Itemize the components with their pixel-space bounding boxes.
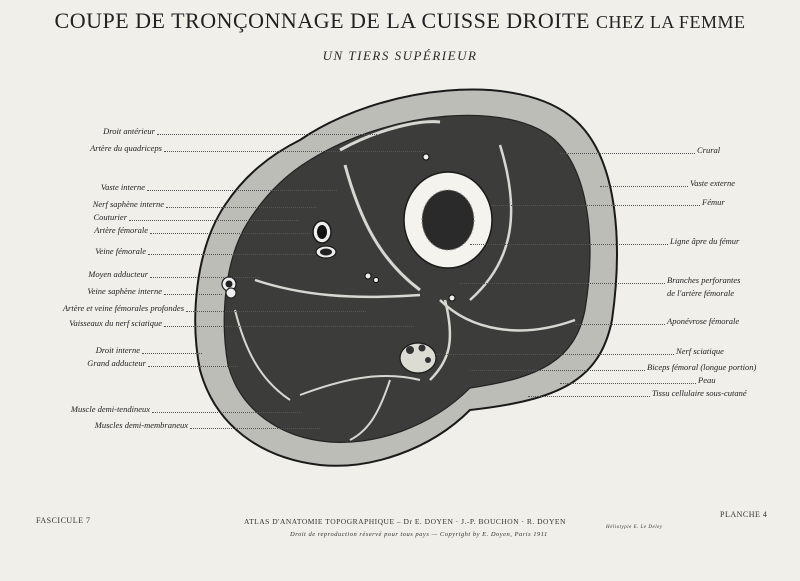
leader-vaisseaux-nerf-sciatique [164, 326, 414, 327]
leader-moyen-adducteur [150, 277, 260, 278]
leader-nerf-sciatique [436, 354, 674, 355]
leader-femur [492, 205, 700, 206]
label-muscle-demi-tendineux: Muscle demi-tendineux [70, 404, 150, 414]
leader-ligne-apre [470, 244, 668, 245]
label-moyen-adducteur: Moyen adducteur [88, 269, 148, 279]
label-tissu-cellulaire-sous-cutane: Tissu cellulaire sous-cutané [652, 388, 747, 398]
label-aponevrose-femorale: Aponévrose fémorale [667, 316, 740, 326]
label-peau: Peau [698, 375, 716, 385]
label-artere-veine-femorales-profondes: Artère et veine fémorales profondes [62, 303, 184, 313]
label-droit-anterieur: Droit antérieur [103, 126, 155, 136]
leader-muscle-demi-tendineux [152, 412, 302, 413]
label-nerf-saphene-interne: Nerf saphène interne [92, 199, 164, 209]
label-biceps-femoral: Biceps fémoral (longue portion) [647, 362, 757, 372]
leader-artere-femorale [150, 233, 310, 234]
leader-branches-perforantes [460, 283, 665, 284]
label-couturier: Couturier [93, 212, 127, 222]
label-muscles-demi-membraneux: Muscles demi-membraneux [94, 420, 188, 430]
label-grand-adducteur: Grand adducteur [87, 358, 146, 368]
label-nerf-sciatique: Nerf sciatique [676, 346, 724, 356]
footer-atlas: ATLAS D'ANATOMIE TOPOGRAPHIQUE – Dr E. DOYEN · J.-P. BOUCHON · R. DOYEN [244, 517, 566, 526]
title-sub: CHEZ LA FEMME [595, 12, 746, 32]
leader-artere-quadriceps [164, 151, 424, 152]
label-vaisseaux-nerf-sciatique: Vaisseaux du nerf sciatique [69, 318, 162, 328]
leader-biceps-femoral [470, 370, 645, 371]
label-veine-saphene-interne: Veine saphène interne [87, 286, 162, 296]
leader-couturier [129, 220, 299, 221]
leader-vaste-externe [600, 186, 688, 187]
leader-vaste-interne [147, 190, 337, 191]
leader-crural [560, 153, 695, 154]
plate-subtitle: UN TIERS SUPÉRIEUR [322, 48, 478, 63]
label-vaste-externe: Vaste externe [690, 178, 736, 188]
leader-grand-adducteur [148, 366, 238, 367]
label-vaste-interne: Vaste interne [100, 182, 145, 192]
footer-printer: Héliotypie E. Le Deley [606, 525, 663, 530]
label-droit-interne: Droit interne [95, 345, 140, 355]
label-de-l-artere-femorale: de l'artère fémorale [667, 288, 735, 298]
label-femur: Fémur [702, 197, 725, 207]
title-main: COUPE DE TRONÇONNAGE DE LA CUISSE DROITE [54, 8, 590, 33]
label-ligne-apre-du-femur: Ligne âpre du fémur [670, 236, 740, 246]
label-branches-perforantes: Branches perforantes [667, 275, 741, 285]
label-veine-femorale: Veine fémorale [95, 246, 146, 256]
label-artere-femorale: Artère fémorale [94, 225, 148, 235]
footer-planche: PLANCHE 4 [720, 510, 768, 519]
footer-fascicule: FASCICULE 7 [36, 516, 91, 525]
footer-copyright: Droit de reproduction réservé pour tous pays — Copyright by E. Doyen, Paris 1911 [290, 531, 548, 538]
leader-nerf-saphene-interne [166, 207, 316, 208]
label-artere-quadriceps: Artère du quadriceps [90, 143, 162, 153]
leader-droit-interne [142, 353, 202, 354]
leader-muscles-demi-membraneux [190, 428, 320, 429]
leader-tissu-cellulaire [528, 396, 650, 397]
leader-veine-femorale [148, 254, 316, 255]
sciatic-nerve [400, 343, 436, 373]
leader-aponevrose-femorale [575, 324, 665, 325]
leader-droit-anterieur [157, 134, 377, 135]
leader-veine-saphene-interne [164, 294, 222, 295]
label-crural: Crural [697, 145, 721, 155]
leader-artere-veine-femorales-profondes [186, 311, 366, 312]
leader-peau [560, 383, 696, 384]
